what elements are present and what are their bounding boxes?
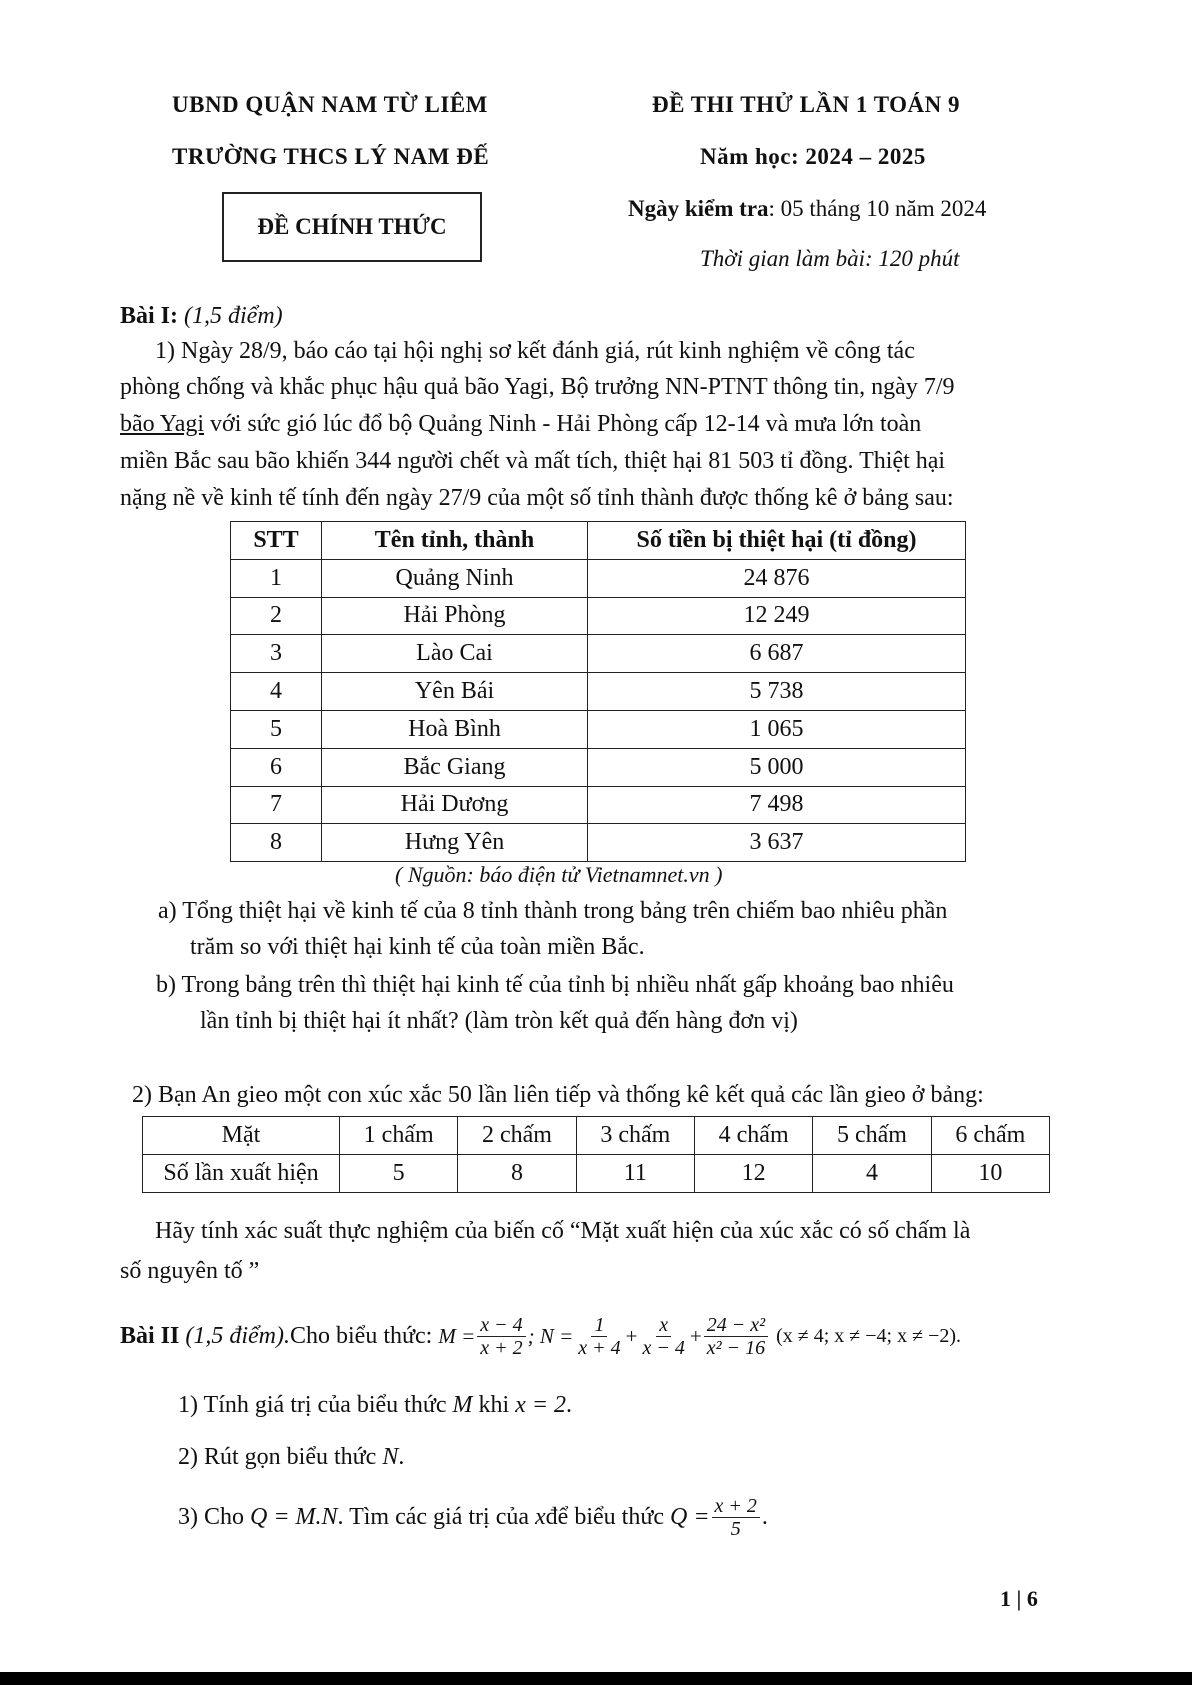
question-b-line1: b) Trong bảng trên thì thiệt hại kinh tế của tỉnh bị nhiều nhất gấp khoảng bao nhiêu: [156, 972, 954, 998]
table-row: [231, 597, 966, 635]
province-cell: Bắc Giang: [322, 748, 588, 786]
province-cell: Hoà Bình: [322, 710, 588, 748]
dice-cell: 1 chấm: [340, 1117, 458, 1155]
province-cell: Yên Bái: [322, 673, 588, 711]
dice-cell: 4 chấm: [694, 1117, 812, 1155]
damage-cell: 6 687: [588, 635, 966, 673]
table-row: [231, 748, 966, 786]
dice-question-line1: Hãy tính xác suất thực nghiệm của biến cố “Mặt xuất hiện của xúc xắc có số chấm là: [155, 1218, 971, 1244]
exam-title: ĐỀ THI THỬ LẦN 1 TOÁN 9: [652, 92, 961, 117]
dice-cell: 8: [458, 1155, 576, 1193]
damage-cell: 5 738: [588, 673, 966, 711]
dice-cell: 5 chấm: [813, 1117, 931, 1155]
school-year: Năm học: 2024 – 2025: [700, 144, 926, 169]
bai1-p1-line1: 1) Ngày 28/9, báo cáo tại hội nghị sơ kết đánh giá, rút kinh nghiệm về công tác: [155, 338, 915, 364]
dice-cell: 12: [694, 1155, 812, 1193]
dice-cell: 2 chấm: [458, 1117, 576, 1155]
row-label-cell: Số lần xuất hiện: [143, 1155, 340, 1193]
table-row: [231, 673, 966, 711]
stt-cell: 3: [231, 635, 322, 673]
province-cell: Hải Phòng: [322, 597, 588, 635]
stt-cell: 7: [231, 786, 322, 824]
fraction-N1: $\frac{1}{x + 4}$: [578, 1313, 621, 1359]
province-cell: Quảng Ninh: [322, 559, 588, 597]
stt-cell: 5: [231, 710, 322, 748]
question-a-line1: a) Tổng thiệt hại về kinh tế của 8 tỉnh thành trong bảng trên chiếm bao nhiêu phần: [158, 898, 948, 924]
bai2-q3: 3) Cho Q = M.N . Tìm các giá trị của x để biểu thức Q = $\frac{x + 2}{5}$ .: [178, 1494, 768, 1540]
dice-cell: 5: [340, 1155, 458, 1193]
table-row: [231, 786, 966, 824]
bai2-heading: Bài II (1,5 điểm). Cho biểu thức: M = $\frac{x - 4}{x + 2}$ ; N = $\frac{1}{x + 4}$ + $\frac{x}{x - 4}$ + $\frac{\text{24 − x²}}{\text{x² − 16}}$ (x ≠ 4; x ≠ −4; x ≠ −2).: [120, 1313, 962, 1359]
dice-counts-row: [143, 1155, 1050, 1193]
fraction-N2: $\frac{x}{x - 4}$: [642, 1313, 685, 1359]
district-name: UBND QUẬN NAM TỪ LIÊM: [172, 92, 488, 117]
row-label-cell: Mặt: [143, 1117, 340, 1155]
table-row: [231, 635, 966, 673]
stt-cell: 1: [231, 559, 322, 597]
bai1-p1-line2: phòng chống và khắc phục hậu quả bão Yagi, Bộ trưởng NN-PTNT thông tin, ngày 7/9: [120, 374, 955, 400]
table-source: ( Nguồn: báo điện tử Vietnamnet.vn ): [395, 862, 723, 887]
damage-cell: 24 876: [588, 559, 966, 597]
bai2-q2: 2) Rút gọn biểu thức N.: [178, 1444, 405, 1470]
stt-cell: 2: [231, 597, 322, 635]
damage-cell: 7 498: [588, 786, 966, 824]
fraction-N3: $\frac{\text{24 − x²}}{\text{x² − 16}}$: [704, 1314, 768, 1359]
dice-cell: 11: [576, 1155, 694, 1193]
fraction-M: $\frac{x - 4}{x + 2}$: [477, 1314, 525, 1359]
bai1-heading: Bài I: (1,5 điểm): [120, 303, 283, 329]
question-b-line2: lần tỉnh bị thiệt hại ít nhất? (làm tròn kết quả đến hàng đơn vị): [200, 1008, 798, 1034]
question-a-line2: trăm so với thiệt hại kinh tế của toàn miền Bắc.: [190, 934, 645, 960]
bai1-p2-line1: 2) Bạn An gieo một con xúc xắc 50 lần liên tiếp và thống kê kết quả các lần gieo ở bảng:: [132, 1082, 984, 1108]
bai2-q1: 1) Tính giá trị của biểu thức M khi x = 2.: [178, 1392, 573, 1418]
damage-cell: 12 249: [588, 597, 966, 635]
damage-cell: 3 637: [588, 824, 966, 862]
stt-cell: 6: [231, 748, 322, 786]
dice-table: [142, 1116, 1050, 1193]
fraction-Q: $\frac{x + 2}{5}$: [712, 1495, 760, 1540]
page-number: 1 | 6: [1000, 1586, 1038, 1611]
col-damage: Số tiền bị thiệt hại (tỉ đồng): [588, 522, 966, 560]
table-row: [231, 559, 966, 597]
dice-cell: 3 chấm: [576, 1117, 694, 1155]
dice-cell: 6 chấm: [931, 1117, 1049, 1155]
damage-table-header: [231, 522, 966, 560]
bai1-p1-line4: miền Bắc sau bão khiến 344 người chết và mất tích, thiệt hại 81 503 tỉ đồng. Thiệt hại: [120, 448, 946, 474]
province-cell: Lào Cai: [322, 635, 588, 673]
province-cell: Hải Dương: [322, 786, 588, 824]
bai1-p1-line5: nặng nề về kinh tế tính đến ngày 27/9 của một số tỉnh thành được thống kê ở bảng sau:: [120, 485, 954, 511]
col-province: Tên tỉnh, thành: [322, 522, 588, 560]
col-stt: STT: [231, 522, 322, 560]
damage-cell: 1 065: [588, 710, 966, 748]
table-row: [231, 824, 966, 862]
bai1-p1-line3: bão Yagi với sức gió lúc đổ bộ Quảng Ninh - Hải Phòng cấp 12-14 và mưa lớn toàn: [120, 411, 922, 437]
exam-duration: Thời gian làm bài: 120 phút: [700, 246, 960, 271]
damage-cell: 5 000: [588, 748, 966, 786]
province-cell: Hưng Yên: [322, 824, 588, 862]
dice-question-line2: số nguyên tố ”: [120, 1258, 260, 1284]
stt-cell: 4: [231, 673, 322, 711]
school-name: TRƯỜNG THCS LÝ NAM ĐẾ: [172, 144, 490, 169]
dice-cell: 10: [931, 1155, 1049, 1193]
scan-edge-bar: [0, 1672, 1192, 1685]
dice-faces-row: [143, 1117, 1050, 1155]
table-row: [231, 710, 966, 748]
dice-cell: 4: [813, 1155, 931, 1193]
damage-table: [230, 521, 966, 862]
domain-condition: (x ≠ 4; x ≠ −4; x ≠ −2).: [776, 1324, 962, 1347]
official-exam-stamp: ĐỀ CHÍNH THỨC: [222, 192, 482, 262]
exam-date: Ngày kiểm tra: 05 tháng 10 năm 2024: [628, 196, 987, 221]
stt-cell: 8: [231, 824, 322, 862]
